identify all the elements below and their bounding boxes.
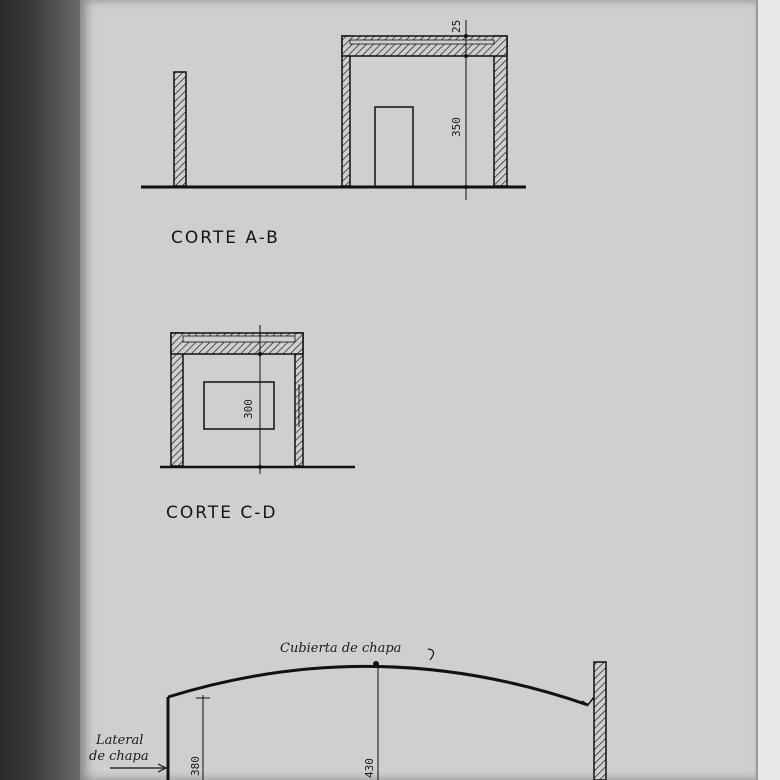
shed-right-wall xyxy=(594,662,606,780)
ab-door-opening xyxy=(375,107,413,187)
section-cd xyxy=(160,325,355,523)
shed-roof-apex-mark xyxy=(373,661,379,667)
ab-roof-slab-void xyxy=(350,40,494,44)
ab-dimension-tick-mid xyxy=(464,54,468,58)
cd-section-label: CORTE C-D xyxy=(166,503,278,523)
ab-dim-slab: 25 xyxy=(450,19,463,33)
shed-roof-note: Cubierta de chapa xyxy=(280,641,402,656)
section-shed xyxy=(89,641,606,780)
ab-left-wall xyxy=(342,36,350,186)
shed-roof-note-arrow xyxy=(428,649,434,660)
cd-dimension-tick-top xyxy=(258,352,262,356)
ab-dimension-tick-top xyxy=(464,34,468,38)
cd-window-opening xyxy=(204,382,274,429)
shed-dim-center: 430 xyxy=(363,758,376,778)
section-ab xyxy=(141,20,526,248)
ab-free-wall xyxy=(174,72,186,186)
ab-section-label: CORTE A-B xyxy=(171,228,280,248)
shed-dim-side: 380 xyxy=(189,756,202,776)
ab-dimension-tick-bottom xyxy=(464,185,468,189)
cd-roof-slab-void xyxy=(183,336,295,342)
ab-right-wall xyxy=(494,36,507,186)
cd-dim-height: 300 xyxy=(242,399,255,419)
shed-side-note-line1: Lateral xyxy=(96,733,144,748)
shed-side-note-line2: de chapa xyxy=(89,749,149,764)
cd-dimension-tick-bottom xyxy=(258,465,262,469)
ab-dim-height: 350 xyxy=(450,117,463,137)
ab-roof-slab xyxy=(342,36,507,56)
